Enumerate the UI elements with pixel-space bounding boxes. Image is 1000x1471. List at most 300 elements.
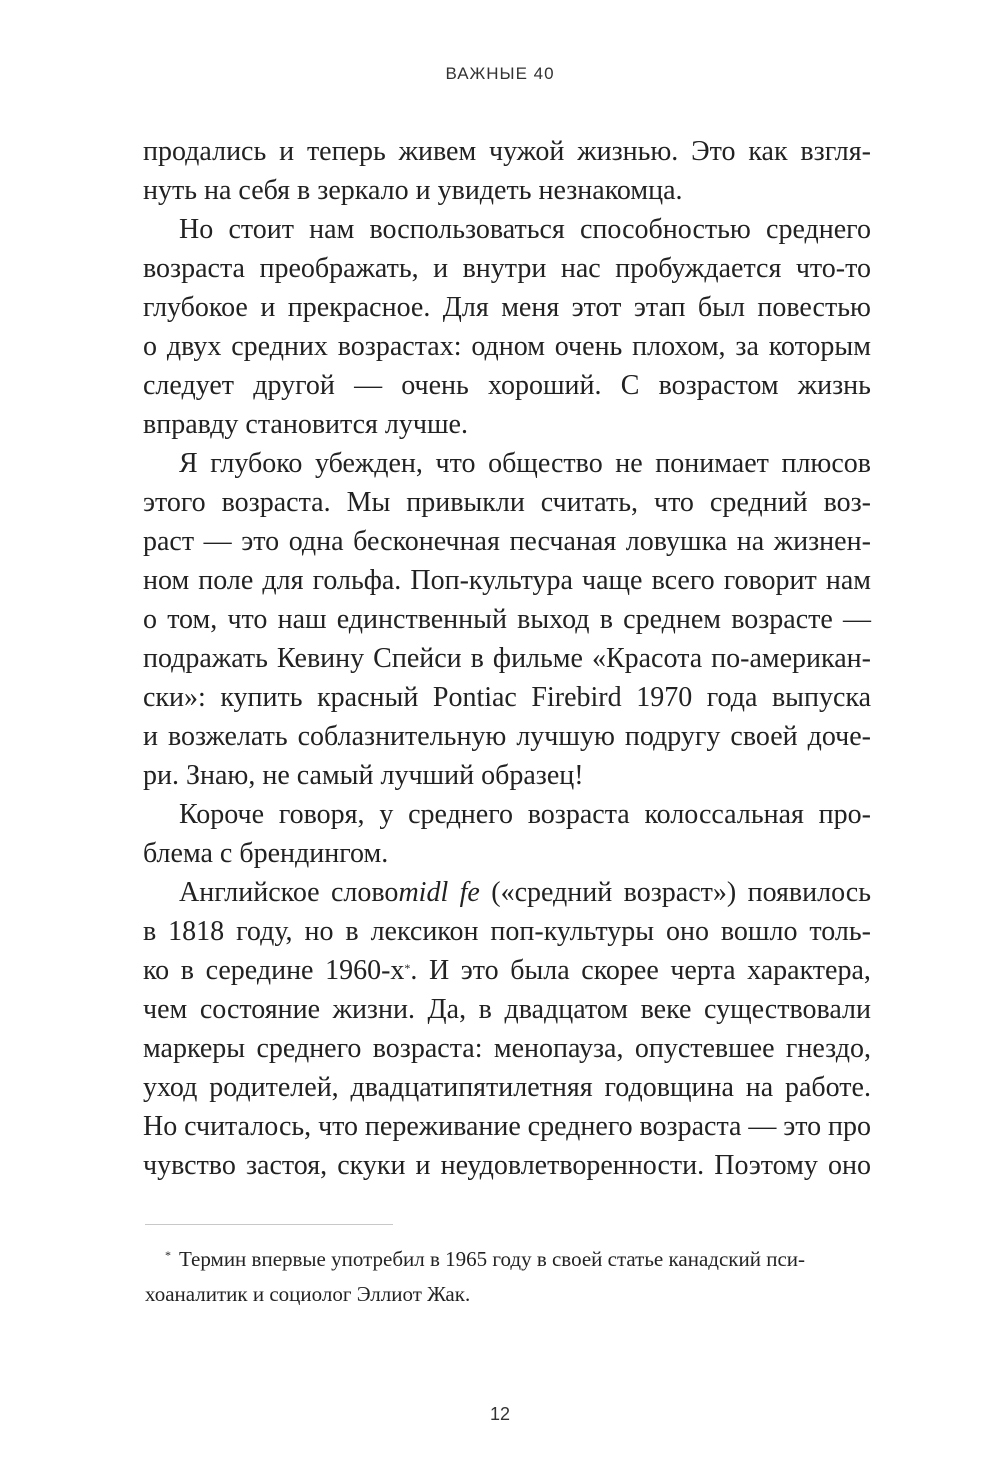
word: [245, 409, 378, 440]
word-text: которым: [768, 331, 871, 362]
word-text: очень: [401, 370, 469, 401]
word-text: и: [143, 721, 158, 752]
word: [143, 600, 157, 639]
word-text: плохом,: [632, 331, 726, 362]
word: [277, 639, 364, 678]
word: [786, 1029, 871, 1068]
word-text: чувство: [143, 1150, 236, 1181]
word: [236, 912, 292, 951]
word: [239, 838, 388, 869]
word-text: считалось,: [184, 1111, 312, 1142]
word-text: ном: [143, 565, 190, 596]
word-text: 1818: [168, 916, 225, 947]
word: [826, 561, 871, 600]
word-text: оно: [665, 916, 709, 947]
word-text: очень: [554, 331, 623, 362]
word: [179, 795, 264, 834]
word: [246, 1146, 327, 1185]
word-text: среднего: [256, 1033, 362, 1064]
word-text: продались: [143, 136, 267, 167]
word: [200, 990, 320, 1029]
text-line: [143, 912, 871, 951]
word: [517, 600, 589, 639]
word-text: зеркало: [317, 175, 409, 206]
page-number: 12: [489, 1404, 511, 1424]
word-text: нам: [825, 565, 871, 596]
word-text: о: [143, 604, 157, 635]
word-text: лучше.: [384, 409, 468, 440]
word: [167, 327, 222, 366]
word: [433, 678, 517, 717]
word: [707, 678, 758, 717]
word-text: песчаная: [509, 526, 617, 557]
word: [262, 760, 289, 791]
word-text: меня: [501, 292, 560, 323]
footnote: [145, 1242, 873, 1312]
word-text: характера,: [747, 955, 871, 986]
word-text: убежден,: [314, 448, 423, 479]
word-text: но: [304, 916, 334, 947]
word-text: Я: [179, 448, 198, 479]
footnote-line: [145, 1277, 873, 1312]
word: [796, 249, 871, 288]
word: [659, 366, 779, 405]
text-line: [143, 1029, 871, 1068]
word: [297, 760, 374, 791]
word-text: жизнь: [797, 370, 871, 401]
word-text: Да,: [427, 994, 467, 1025]
word-text: двадцатипятилетняя: [350, 1072, 593, 1103]
word-text: возраста: [639, 1111, 742, 1142]
word: [436, 444, 476, 483]
word: [505, 990, 629, 1029]
word: [186, 760, 255, 791]
word: [735, 327, 759, 366]
word-text: том,: [167, 604, 218, 635]
word-text: состояние: [199, 994, 320, 1025]
word-text: самый: [296, 760, 374, 791]
word-text: соблазнительную: [297, 721, 507, 752]
word: [143, 639, 268, 678]
word-text: была: [510, 955, 570, 986]
word-text: возраста: [143, 253, 245, 284]
word-text: среднем: [623, 604, 722, 635]
word-text: среднего: [408, 799, 514, 830]
word-text: на: [745, 1072, 774, 1103]
text-line: [143, 132, 871, 171]
word-text: Английское: [179, 877, 320, 908]
word-text: Но: [143, 1111, 178, 1142]
word: [769, 327, 871, 366]
word: [721, 912, 798, 951]
word: [438, 175, 532, 206]
word: [698, 288, 745, 327]
word-text: воз-: [823, 487, 871, 518]
text-line: [143, 951, 871, 990]
word: [632, 327, 725, 366]
word: [143, 678, 206, 717]
word: [481, 760, 583, 791]
word: [307, 132, 386, 171]
word: [354, 366, 382, 405]
word-text: («средний: [491, 877, 613, 908]
word: [783, 1107, 821, 1146]
word: [331, 873, 448, 912]
text-line: [143, 873, 871, 912]
word-text: средних: [231, 331, 328, 362]
word: [828, 1107, 871, 1146]
word-text: незнакомца.: [538, 175, 683, 206]
word: [338, 327, 462, 366]
word: [730, 717, 797, 756]
word-text: в: [345, 916, 359, 947]
word: [220, 838, 232, 869]
word: [538, 175, 682, 206]
word: [309, 210, 354, 249]
text-line: [143, 249, 871, 288]
word: [428, 990, 467, 1029]
word-text: с: [219, 838, 233, 869]
word: [670, 951, 735, 990]
word-text: хороший.: [488, 370, 602, 401]
word-text: в: [143, 916, 157, 947]
word: [592, 639, 702, 678]
text-line: [143, 756, 871, 795]
word-text: пробуждается: [615, 253, 782, 284]
word: [636, 678, 692, 717]
word-text: внутри: [462, 253, 547, 284]
word-text: И: [428, 955, 450, 986]
word: [333, 990, 415, 1029]
word: [808, 717, 871, 756]
word: [143, 1146, 236, 1185]
word: [491, 873, 612, 912]
word: [757, 288, 871, 327]
word: [624, 873, 737, 912]
word-text: Мы: [346, 487, 391, 518]
word: [772, 678, 871, 717]
word-text: лучшую: [516, 721, 615, 752]
word-text: 1970: [636, 682, 693, 713]
word: [406, 483, 525, 522]
word-text: общество: [488, 448, 603, 479]
word-text: наш: [277, 604, 327, 635]
word-text: про-: [818, 799, 871, 830]
word: [714, 1146, 818, 1185]
word-text: на: [736, 526, 765, 557]
word: [231, 327, 328, 366]
word: [641, 990, 692, 1029]
word-text: понимает: [655, 448, 769, 479]
word-text: красный: [317, 682, 419, 713]
word-text: возрастах:: [337, 331, 462, 362]
text-line: [143, 405, 871, 444]
word-text: купить: [220, 682, 303, 713]
word: [572, 288, 622, 327]
word: [315, 444, 423, 483]
word: [843, 600, 871, 639]
word-text: взгля-: [800, 136, 871, 167]
word-text: что: [227, 604, 268, 635]
word: [179, 210, 213, 249]
word-text: года: [706, 682, 758, 713]
word: [289, 522, 344, 561]
word-text: глубокое: [143, 292, 248, 323]
word: [220, 678, 302, 717]
word: [318, 1107, 358, 1146]
word: [746, 1068, 773, 1107]
word-text: среднего: [766, 214, 871, 245]
word: [353, 522, 500, 561]
word-text: двадцатом: [504, 994, 629, 1025]
word-text: в: [599, 604, 613, 635]
word-text: что: [435, 448, 476, 479]
word: [370, 210, 565, 249]
word-text: нас: [560, 253, 601, 284]
word: [345, 912, 358, 951]
word: [313, 561, 402, 600]
text-line: [143, 444, 871, 483]
word-text: оно: [827, 1150, 871, 1181]
word: [241, 522, 279, 561]
word-text: в: [180, 955, 194, 986]
word-text: С: [620, 370, 640, 401]
word-text: чем: [143, 994, 188, 1025]
word-text: Для: [442, 292, 489, 323]
word-text: веке: [640, 994, 692, 1025]
word: [541, 483, 638, 522]
word-text: увидеть: [437, 175, 532, 206]
word: [463, 249, 547, 288]
word: [490, 912, 654, 951]
word: [774, 522, 871, 561]
word-text: образец!: [481, 760, 584, 791]
word: [143, 175, 197, 206]
word-text: нам: [309, 214, 355, 245]
text-line: [143, 1068, 871, 1107]
italic-term: midl: [398, 877, 449, 908]
word-text: жизни.: [332, 994, 415, 1025]
word-text: черта: [670, 955, 736, 986]
word: [279, 795, 365, 834]
word: [184, 1107, 311, 1146]
word: [531, 678, 621, 717]
word: [691, 132, 735, 171]
word-text: привыкли: [406, 487, 525, 518]
word-text: способностью: [579, 214, 751, 245]
word: [652, 561, 715, 600]
word-text: был: [697, 292, 745, 323]
word: [304, 912, 333, 951]
word: [615, 444, 642, 483]
word: [143, 760, 179, 791]
word-text: возраста:: [372, 1033, 483, 1064]
word: [143, 483, 206, 522]
word-text: скуки: [337, 1150, 406, 1181]
word: [401, 366, 469, 405]
word-text: —: [843, 604, 871, 635]
word: [143, 409, 238, 440]
word-text: переживание: [364, 1111, 521, 1142]
word: [256, 1029, 361, 1068]
word-text: гнездо,: [785, 1033, 871, 1064]
word: [238, 175, 290, 206]
word: [615, 249, 781, 288]
word: [143, 1107, 177, 1146]
word-text: —: [203, 526, 232, 557]
word-text: толь-: [809, 916, 871, 947]
word-text: двух: [166, 331, 222, 362]
word: [167, 600, 217, 639]
word: [785, 1068, 871, 1107]
word-text: это: [783, 1111, 822, 1142]
footnote-line: [145, 1242, 873, 1277]
word-text: как: [748, 136, 788, 167]
word: [580, 210, 751, 249]
word: [634, 288, 686, 327]
footnote-ref-marker: *: [404, 961, 411, 975]
word: [143, 366, 234, 405]
word-text: Короче: [179, 799, 265, 830]
word-text: и: [433, 253, 449, 284]
word-text: говоря,: [278, 799, 365, 830]
word: [143, 951, 169, 990]
word: [279, 132, 294, 171]
text-line: [143, 795, 871, 834]
word-text: не: [615, 448, 643, 479]
word-text: всего: [651, 565, 715, 596]
word: [828, 1146, 871, 1185]
word: [748, 873, 871, 912]
word-text: уход: [143, 1072, 198, 1103]
word: [143, 990, 187, 1029]
word-text: —: [354, 370, 383, 401]
word: [645, 795, 804, 834]
word: [351, 1068, 593, 1107]
word: [410, 561, 572, 600]
word: [222, 483, 331, 522]
word: [288, 288, 431, 327]
word-text: на: [204, 175, 232, 206]
word-text: году,: [236, 916, 293, 947]
word-text: плюсов: [781, 448, 871, 479]
word: [278, 600, 327, 639]
word-text: ко: [143, 955, 170, 986]
word: [168, 717, 288, 756]
word: [528, 795, 630, 834]
word-text: ловушка: [625, 526, 728, 557]
word-text: по-американ-: [711, 643, 871, 674]
word: [711, 639, 871, 678]
word: [621, 366, 640, 405]
word-text: этот: [571, 292, 622, 323]
word: [748, 132, 787, 171]
footnote-line-text: Термин впервые употребил в 1965 году в своей статье канадский пси-: [179, 1247, 805, 1271]
word: [298, 717, 507, 756]
word: [471, 327, 545, 366]
word-text: менопауза,: [493, 1033, 624, 1064]
word: [260, 288, 275, 327]
word-text: Знаю,: [185, 760, 256, 791]
word: [781, 444, 871, 483]
word-text: лексикон: [370, 916, 479, 947]
word: [373, 639, 461, 678]
word: [581, 951, 658, 990]
word: [766, 210, 871, 249]
word: [471, 639, 484, 678]
word-text: блема: [143, 838, 213, 869]
word-text: преображать,: [259, 253, 419, 284]
word-text: чаще: [581, 565, 643, 596]
word-text: работе.: [784, 1072, 871, 1103]
text-line: [143, 522, 871, 561]
word-text: для: [262, 565, 304, 596]
word-text: поле: [198, 565, 254, 596]
word-text: бесконечная: [353, 526, 500, 557]
word: [555, 327, 623, 366]
running-head: ВАЖНЫЕ 40: [445, 64, 555, 83]
word-text: гольфа.: [312, 565, 402, 596]
word-text: возрасте: [731, 604, 833, 635]
body-text: [143, 132, 871, 1185]
word: [479, 990, 492, 1029]
word-text: Поп-культура: [410, 565, 573, 596]
text-line: [143, 717, 871, 756]
word: [143, 838, 213, 869]
word: [204, 175, 231, 206]
word: [654, 483, 694, 522]
word-text: опустевшее: [634, 1033, 775, 1064]
word: [143, 288, 248, 327]
word: [655, 444, 769, 483]
word: [461, 951, 499, 990]
word: [416, 175, 431, 206]
footnote-line-text: хоаналитик и социолог Эллиот Жак.: [145, 1282, 471, 1306]
word: [640, 1107, 742, 1146]
word-text: появилось: [747, 877, 871, 908]
word-text: одна: [288, 526, 344, 557]
word: [441, 1146, 704, 1185]
text-line: [143, 1146, 871, 1185]
text-line: [143, 366, 871, 405]
word: [179, 873, 320, 912]
word-text: нуть: [143, 175, 197, 206]
word-text: «Красота: [591, 643, 703, 674]
word-text: колоссальная: [644, 799, 804, 830]
word-text: ри.: [143, 760, 179, 791]
word-text: Это: [691, 136, 736, 167]
word: [416, 1146, 431, 1185]
word-text: родителей,: [209, 1072, 339, 1103]
word: [143, 912, 156, 951]
word: [204, 522, 232, 561]
word: [143, 1068, 197, 1107]
word-text: скорее: [581, 955, 659, 986]
footnote-marker: *: [165, 1248, 171, 1262]
text-line: [143, 210, 871, 249]
word: [317, 678, 418, 717]
word: [824, 483, 871, 522]
word-text: выпуска: [771, 682, 871, 713]
word-text: Кевину: [276, 643, 365, 674]
word-text: .: [410, 955, 418, 986]
word-text: глубоко: [210, 448, 303, 479]
word: [494, 1029, 624, 1068]
word: [731, 600, 833, 639]
italic-term: fe: [459, 877, 480, 908]
word-text: чужой: [489, 136, 565, 167]
word: [509, 522, 616, 561]
